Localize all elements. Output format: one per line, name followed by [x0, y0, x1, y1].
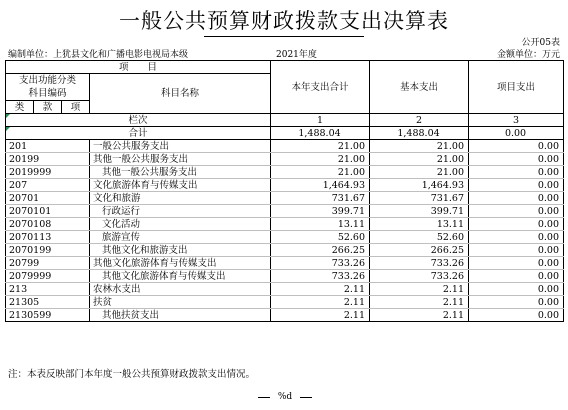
total-row-label: 合计 — [6, 127, 271, 140]
row-col3: 0.00 — [469, 257, 564, 270]
row-code: 2070101 — [6, 205, 90, 218]
row-col2: 52.60 — [370, 231, 469, 244]
table-row — [6, 270, 564, 283]
table-row — [6, 153, 564, 166]
total-row-col1: 1,488.04 — [271, 127, 370, 140]
header-kuan: 款 — [34, 101, 62, 114]
header-project-expenditure: 项目支出 — [469, 61, 564, 114]
row-col1: 2.11 — [271, 309, 370, 322]
row-col2: 731.67 — [370, 192, 469, 205]
row-col1: 52.60 — [271, 231, 370, 244]
table-row — [6, 257, 564, 270]
row-col3: 0.00 — [469, 309, 564, 322]
row-col1: 731.67 — [271, 192, 370, 205]
row-name: 扶贫 — [90, 296, 271, 309]
row-name: 文化和旅游 — [90, 192, 271, 205]
column-number-2: 2 — [370, 114, 469, 127]
row-col1: 2.11 — [271, 283, 370, 296]
row-col1: 266.25 — [271, 244, 370, 257]
header-column-index: 栏次 — [6, 114, 271, 127]
row-code: 2070113 — [6, 231, 90, 244]
row-col2: 1,464.93 — [370, 179, 469, 192]
row-col3: 0.00 — [469, 218, 564, 231]
row-col3: 0.00 — [469, 283, 564, 296]
expenditure-table — [5, 60, 564, 322]
row-code: 21305 — [6, 296, 90, 309]
row-col3: 0.00 — [469, 244, 564, 257]
row-col2: 21.00 — [370, 140, 469, 153]
page-rule-right — [300, 397, 312, 398]
amount-unit: 金额单位：万元 — [496, 50, 560, 60]
row-col1: 1,464.93 — [271, 179, 370, 192]
row-name: 其他文化旅游体育与传媒支出 — [90, 270, 271, 283]
row-name: 一般公共服务支出 — [90, 140, 271, 153]
header-basic-expenditure: 基本支出 — [370, 61, 469, 114]
row-col3: 0.00 — [469, 192, 564, 205]
row-col1: 2.11 — [271, 296, 370, 309]
row-col1: 733.26 — [271, 270, 370, 283]
table-row — [6, 205, 564, 218]
row-col2: 21.00 — [370, 166, 469, 179]
header-function-code-line2: 科目编码 — [28, 88, 67, 99]
row-name: 旅游宣传 — [90, 231, 271, 244]
column-number-3: 3 — [469, 114, 564, 127]
row-name: 其他文化和旅游支出 — [90, 244, 271, 257]
row-col1: 21.00 — [271, 166, 370, 179]
form-number: 公开05表 — [521, 38, 560, 48]
row-code: 2070108 — [6, 218, 90, 231]
row-code: 213 — [6, 283, 90, 296]
header-item-name: 科目名称 — [90, 74, 271, 114]
page-rule-left — [258, 397, 270, 398]
fiscal-year: 2021年度 — [276, 50, 317, 60]
table-row — [6, 166, 564, 179]
row-col2: 21.00 — [370, 153, 469, 166]
row-col1: 21.00 — [271, 153, 370, 166]
page-number: %d — [277, 392, 293, 402]
row-col3: 0.00 — [469, 140, 564, 153]
row-col2: 2.11 — [370, 296, 469, 309]
row-col3: 0.00 — [469, 166, 564, 179]
row-name: 其他一般公共服务支出 — [90, 153, 271, 166]
row-col3: 0.00 — [469, 270, 564, 283]
table-row — [6, 309, 564, 322]
row-code: 2019999 — [6, 166, 90, 179]
row-col1: 733.26 — [271, 257, 370, 270]
table-row — [6, 283, 564, 296]
table-row — [6, 218, 564, 231]
header-xiang: 项 — [62, 101, 90, 114]
row-col2: 13.11 — [370, 218, 469, 231]
row-col2: 733.26 — [370, 257, 469, 270]
row-col3: 0.00 — [469, 296, 564, 309]
table-row — [6, 192, 564, 205]
row-col1: 399.71 — [271, 205, 370, 218]
row-col3: 0.00 — [469, 231, 564, 244]
total-row-col2: 1,488.04 — [370, 127, 469, 140]
row-code: 20799 — [6, 257, 90, 270]
row-name: 农林水支出 — [90, 283, 271, 296]
table-row — [6, 179, 564, 192]
row-name: 文化旅游体育与传媒支出 — [90, 179, 271, 192]
row-code: 2079999 — [6, 270, 90, 283]
row-name: 其他扶贫支出 — [90, 309, 271, 322]
row-name: 其他一般公共服务支出 — [90, 166, 271, 179]
table-note: 注：本表反映部门本年度一般公共预算财政拨款支出情况。 — [8, 369, 256, 380]
row-col2: 2.11 — [370, 309, 469, 322]
header-total-expenditure: 本年支出合计 — [271, 61, 370, 114]
row-code: 2070199 — [6, 244, 90, 257]
row-col2: 266.25 — [370, 244, 469, 257]
header-lei: 类 — [6, 101, 34, 114]
total-row-col3: 0.00 — [469, 127, 564, 140]
table-row — [6, 231, 564, 244]
row-col2: 399.71 — [370, 205, 469, 218]
table-row — [6, 296, 564, 309]
row-col2: 733.26 — [370, 270, 469, 283]
row-col3: 0.00 — [469, 179, 564, 192]
report-title: 一般公共预算财政拨款支出决算表 — [119, 9, 449, 33]
reporting-unit: 编制单位：上犹县文化和广播电影电视局本级 — [8, 50, 189, 60]
row-col1: 13.11 — [271, 218, 370, 231]
row-col3: 0.00 — [469, 153, 564, 166]
row-name: 行政运行 — [90, 205, 271, 218]
row-name: 其他文化旅游体育与传媒支出 — [90, 257, 271, 270]
row-col1: 21.00 — [271, 140, 370, 153]
row-code: 2130599 — [6, 309, 90, 322]
header-function-code-line1: 支出功能分类 — [18, 75, 76, 86]
row-col3: 0.00 — [469, 205, 564, 218]
header-project: 项 目 — [6, 61, 271, 74]
title-underline — [204, 36, 364, 37]
column-number-1: 1 — [271, 114, 370, 127]
row-code: 20701 — [6, 192, 90, 205]
table-row — [6, 244, 564, 257]
row-code: 20199 — [6, 153, 90, 166]
row-code: 201 — [6, 140, 90, 153]
row-col2: 2.11 — [370, 283, 469, 296]
header-function-code — [6, 74, 90, 101]
table-row — [6, 140, 564, 153]
row-code: 207 — [6, 179, 90, 192]
row-name: 文化活动 — [90, 218, 271, 231]
